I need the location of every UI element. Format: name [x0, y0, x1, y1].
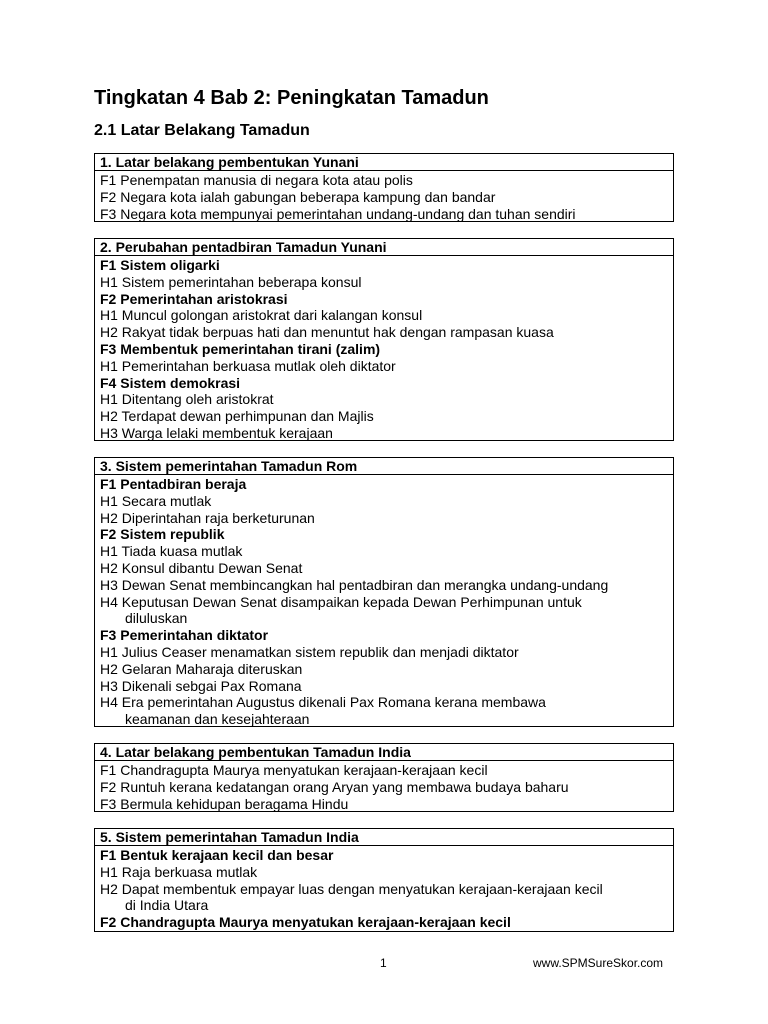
continuation-line: di India Utara [125, 897, 209, 914]
box-pemerintahan-rom [94, 457, 674, 727]
point-line: H3 Warga lelaki membentuk kerajaan [100, 424, 333, 441]
box-pentadbiran-yunani [94, 238, 674, 441]
point-line: H2 Terdapat dewan perhimpunan dan Majlis [100, 408, 374, 425]
point-line: H3 Dewan Senat membincangkan hal pentadbiran dan merangka undang-undang [100, 576, 609, 593]
point-line: H1 Sistem pemerintahan beberapa konsul [100, 273, 362, 290]
subheading-line: F3 Pemerintahan diktator [100, 627, 269, 644]
point-line: H1 Tiada kuasa mutlak [100, 543, 243, 560]
point-line: H1 Pemerintahan berkuasa mutlak oleh diktator [100, 357, 396, 374]
point-line: F1 Chandragupta Maurya menyatukan kerajaan-kerajaan kecil [100, 762, 488, 778]
point-line: H1 Ditentang oleh aristokrat [100, 391, 274, 408]
point-line: H2 Rakyat tidak berpuas hati dan menuntut hak dengan rampasan kuasa [100, 324, 554, 341]
box-body [95, 846, 673, 931]
box-header: 1. Latar belakang pembentukan Yunani [95, 154, 673, 171]
point-line: H1 Julius Ceaser menamatkan sistem republik dan menjadi diktator [100, 643, 519, 660]
subheading-line: F1 Bentuk kerajaan kecil dan besar [100, 847, 334, 863]
subheading-line: F2 Chandragupta Maurya menyatukan kerajaan-kerajaan kecil [100, 914, 511, 931]
point-line: H3 Dikenali sebgai Pax Romana [100, 677, 302, 694]
box-body [95, 761, 673, 812]
continuation-line: keamanan dan kesejahteraan [125, 711, 310, 728]
point-line: H1 Secara mutlak [100, 492, 212, 509]
box-body [95, 475, 673, 728]
section-heading: 2.1 Latar Belakang Tamadun [94, 122, 310, 139]
point-line: F2 Runtuh kerana kedatangan orang Aryan yang membawa budaya baharu [100, 778, 569, 795]
box-header: 4. Latar belakang pembentukan Tamadun India [95, 744, 673, 761]
box-header: 2. Perubahan pentadbiran Tamadun Yunani [95, 239, 673, 256]
box-header: 3. Sistem pemerintahan Tamadun Rom [95, 458, 673, 475]
subheading-line: F3 Membentuk pemerintahan tirani (zalim) [100, 340, 381, 357]
box-latar-belakang-india [94, 743, 674, 812]
subheading-line: F1 Pentadbiran beraja [100, 476, 247, 492]
footer-website: www.SPMSureSkor.com [533, 956, 664, 970]
point-line: F2 Negara kota ialah gabungan beberapa kampung dan bandar [100, 188, 496, 205]
subheading-line: F2 Sistem republik [100, 526, 225, 543]
subheading-line: F1 Sistem oligarki [100, 257, 220, 273]
point-line: H2 Konsul dibantu Dewan Senat [100, 559, 303, 576]
box-header: 5. Sistem pemerintahan Tamadun India [95, 829, 673, 846]
point-line: F1 Penempatan manusia di negara kota atau polis [100, 172, 413, 188]
subheading-line: F4 Sistem demokrasi [100, 374, 241, 391]
point-line: H2 Dapat membentuk empayar luas dengan menyatukan kerajaan-kerajaan kecil [100, 880, 603, 897]
box-body [95, 171, 673, 222]
box-pemerintahan-india [94, 828, 674, 932]
box-latar-belakang-yunani [94, 153, 674, 222]
point-line: F3 Bermula kehidupan beragama Hindu [100, 795, 349, 812]
point-line: H1 Muncul golongan aristokrat dari kalangan konsul [100, 307, 423, 324]
box-body [95, 256, 673, 442]
point-line: H2 Diperintahan raja berketurunan [100, 509, 315, 526]
point-line: H2 Gelaran Maharaja diteruskan [100, 660, 303, 677]
point-line: H1 Raja berkuasa mutlak [100, 863, 258, 880]
subheading-line: F2 Pemerintahan aristokrasi [100, 290, 288, 307]
point-line: H4 Era pemerintahan Augustus dikenali Pax Romana kerana membawa [100, 694, 546, 711]
continuation-line: diluluskan [125, 610, 188, 627]
point-line: F3 Negara kota mempunyai pemerintahan undang-undang dan tuhan sendiri [100, 205, 576, 222]
page-title: Tingkatan 4 Bab 2: Peningkatan Tamadun [94, 87, 489, 109]
page-number: 1 [380, 956, 387, 970]
point-line: H4 Keputusan Dewan Senat disampaikan kepada Dewan Perhimpunan untuk [100, 593, 582, 610]
